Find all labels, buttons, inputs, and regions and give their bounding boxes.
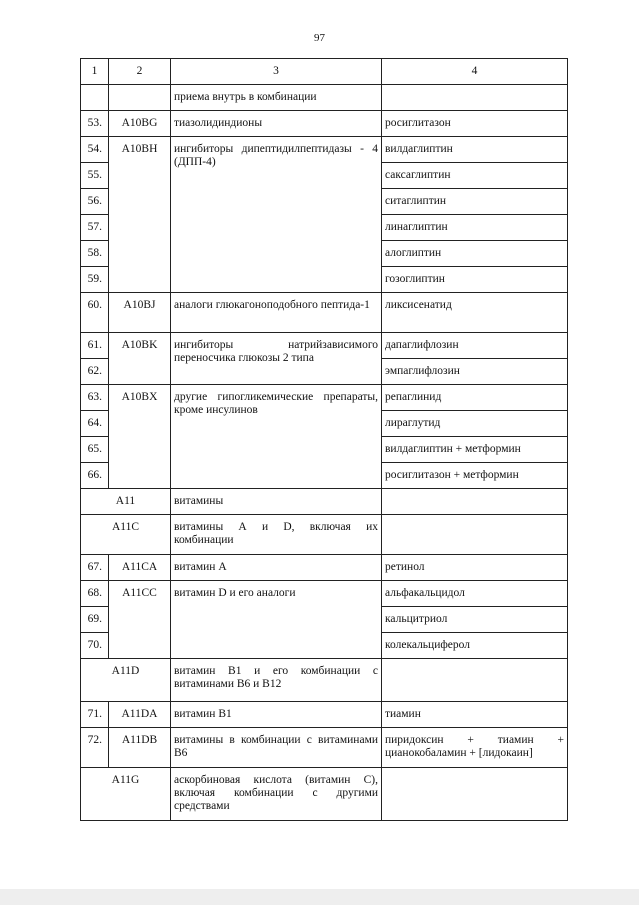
table-row bbox=[81, 728, 568, 768]
drug-name: эмпаглифлозин bbox=[382, 359, 568, 385]
row-number: 54. bbox=[81, 137, 109, 163]
pharm-group: ингибиторы натрийзависимого переносчика глюкозы 2 типа bbox=[171, 333, 382, 385]
drug-name bbox=[382, 768, 568, 821]
drug-name: вилдаглиптин + метформин bbox=[382, 437, 568, 463]
atc-group-code: A11 bbox=[81, 489, 171, 515]
drug-name: ликсисенатид bbox=[382, 293, 568, 333]
atc-group-code: A11D bbox=[81, 659, 171, 702]
header-col-1: 1 bbox=[81, 59, 109, 85]
drug-name: репаглинид bbox=[382, 385, 568, 411]
atc-group-code: A11G bbox=[81, 768, 171, 821]
drug-name: саксаглиптин bbox=[382, 163, 568, 189]
drug-name: ретинол bbox=[382, 555, 568, 581]
drug-name: росиглитазон + метформин bbox=[382, 463, 568, 489]
row-number bbox=[81, 85, 109, 111]
pharm-group: витамины в комбинации с витаминами B6 bbox=[171, 728, 382, 768]
pharm-group: витамины А и D, включая их комбинации bbox=[171, 515, 382, 555]
drug-name: дапаглифлозин bbox=[382, 333, 568, 359]
row-number: 56. bbox=[81, 189, 109, 215]
header-col-3: 3 bbox=[171, 59, 382, 85]
atc-code: A11DA bbox=[109, 702, 171, 728]
table-row bbox=[81, 702, 568, 728]
drug-name: росиглитазон bbox=[382, 111, 568, 137]
row-number: 64. bbox=[81, 411, 109, 437]
atc-code bbox=[109, 85, 171, 111]
drug-name: кальцитриол bbox=[382, 607, 568, 633]
drug-name: лираглутид bbox=[382, 411, 568, 437]
pharm-group: другие гипогликемические препараты, кроме инсулинов bbox=[171, 385, 382, 489]
atc-code: A11CC bbox=[109, 581, 171, 659]
table-row bbox=[81, 385, 568, 411]
table-header-row bbox=[81, 59, 568, 85]
row-number: 60. bbox=[81, 293, 109, 333]
row-number: 72. bbox=[81, 728, 109, 768]
table-row bbox=[81, 85, 568, 111]
drug-name bbox=[382, 515, 568, 555]
table-row-group bbox=[81, 515, 568, 555]
atc-group-code: A11C bbox=[81, 515, 171, 555]
pharm-group: приема внутрь в комбинации bbox=[171, 85, 382, 111]
drug-name: линаглиптин bbox=[382, 215, 568, 241]
drug-name bbox=[382, 85, 568, 111]
row-number: 57. bbox=[81, 215, 109, 241]
pharm-group: аскорбиновая кислота (витамин С), включая комбинации с другими средствами bbox=[171, 768, 382, 821]
drug-name: тиамин bbox=[382, 702, 568, 728]
page-number: 97 bbox=[314, 32, 325, 44]
atc-code: A10BH bbox=[109, 137, 171, 293]
drug-name bbox=[382, 489, 568, 515]
row-number: 53. bbox=[81, 111, 109, 137]
table-row bbox=[81, 555, 568, 581]
drug-name: альфакальцидол bbox=[382, 581, 568, 607]
row-number: 59. bbox=[81, 267, 109, 293]
pharm-group: витамины bbox=[171, 489, 382, 515]
pharm-group: ингибиторы дипептидилпептидазы - 4 (ДПП-4) bbox=[171, 137, 382, 293]
medication-table bbox=[80, 58, 568, 821]
table-row bbox=[81, 111, 568, 137]
row-number: 55. bbox=[81, 163, 109, 189]
table-row bbox=[81, 333, 568, 359]
row-number: 61. bbox=[81, 333, 109, 359]
row-number: 71. bbox=[81, 702, 109, 728]
pharm-group: витамин D и его аналоги bbox=[171, 581, 382, 659]
atc-code: A11CA bbox=[109, 555, 171, 581]
table-row-group bbox=[81, 489, 568, 515]
atc-code: A10BK bbox=[109, 333, 171, 385]
table-row-group bbox=[81, 768, 568, 821]
drug-name: вилдаглиптин bbox=[382, 137, 568, 163]
drug-name: пиридоксин + тиамин + цианокобаламин + [лидокаин] bbox=[382, 728, 568, 768]
row-number: 70. bbox=[81, 633, 109, 659]
row-number: 66. bbox=[81, 463, 109, 489]
table-row bbox=[81, 581, 568, 607]
pharm-group: тиазолидиндионы bbox=[171, 111, 382, 137]
drug-name: колекальциферол bbox=[382, 633, 568, 659]
table-row-group bbox=[81, 659, 568, 702]
atc-code: A10BJ bbox=[109, 293, 171, 333]
row-number: 68. bbox=[81, 581, 109, 607]
pharm-group: аналоги глюкагоноподобного пептида-1 bbox=[171, 293, 382, 333]
drug-name bbox=[382, 659, 568, 702]
drug-name: ситаглиптин bbox=[382, 189, 568, 215]
pharm-group: витамин А bbox=[171, 555, 382, 581]
pharm-group: витамин B1 bbox=[171, 702, 382, 728]
table-row bbox=[81, 137, 568, 163]
pharm-group: витамин B1 и его комбинации с витаминами B6 и B12 bbox=[171, 659, 382, 702]
atc-code: A11DB bbox=[109, 728, 171, 768]
row-number: 67. bbox=[81, 555, 109, 581]
page-bottom-edge bbox=[0, 889, 639, 905]
header-col-4: 4 bbox=[382, 59, 568, 85]
drug-name: алоглиптин bbox=[382, 241, 568, 267]
drug-name: гозоглиптин bbox=[382, 267, 568, 293]
table-row bbox=[81, 293, 568, 333]
row-number: 62. bbox=[81, 359, 109, 385]
row-number: 63. bbox=[81, 385, 109, 411]
row-number: 65. bbox=[81, 437, 109, 463]
row-number: 58. bbox=[81, 241, 109, 267]
atc-code: A10BG bbox=[109, 111, 171, 137]
row-number: 69. bbox=[81, 607, 109, 633]
header-col-2: 2 bbox=[109, 59, 171, 85]
atc-code: A10BX bbox=[109, 385, 171, 489]
